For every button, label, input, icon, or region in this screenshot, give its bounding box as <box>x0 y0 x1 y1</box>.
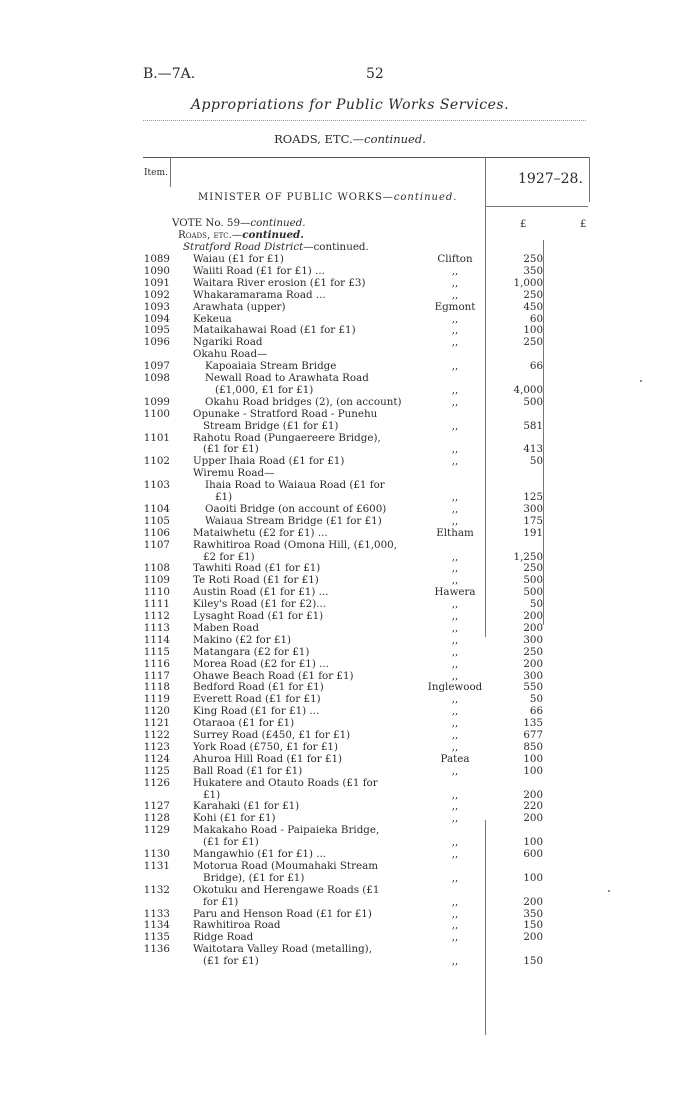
district-name: ,, <box>451 633 459 646</box>
item-number: 1130 <box>143 848 170 860</box>
amount: 175 <box>523 514 543 527</box>
item-number: 1123 <box>143 740 170 753</box>
amount: 300 <box>523 633 543 646</box>
amount: 150 <box>523 919 543 932</box>
district-name: ,, <box>451 717 459 730</box>
amount: 200 <box>523 812 543 825</box>
item-number: 1125 <box>143 764 170 777</box>
item-description: Austin Road (£1 for £1) ... <box>193 586 329 599</box>
item-description: Maben Road <box>193 621 259 634</box>
district-heading <box>183 241 369 253</box>
item-number: 1112 <box>143 610 170 622</box>
district-name: ,, <box>451 919 459 932</box>
divider <box>143 120 586 121</box>
item-description-continued: (£1 for £1) <box>203 955 259 968</box>
item-number: 1120 <box>143 705 170 718</box>
item-number: 1111 <box>143 598 170 611</box>
item-description: Te Roti Road (£1 for £1) <box>193 574 319 587</box>
item-description: Opunake - Stratford Road - Punehu <box>193 407 378 420</box>
item-description: Everett Road (£1 for £1) <box>193 693 321 706</box>
district-name: ,, <box>451 645 459 658</box>
item-description-continued: Bridge), (£1 for £1) <box>203 871 305 884</box>
item-description: Matangara (£2 for £1) <box>193 645 310 658</box>
item-description: Waitotara Valley Road (metalling), <box>193 943 372 956</box>
section-heading-continued: continued. <box>364 132 426 146</box>
amount: 4,000 <box>513 383 543 396</box>
page-number: 52 <box>366 66 384 82</box>
item-number: 1104 <box>143 502 170 515</box>
district-name: ,, <box>451 574 459 587</box>
item-description-continued: (£1 for £1) <box>203 836 259 849</box>
amount: 100 <box>523 836 543 849</box>
amount: 850 <box>523 740 543 753</box>
item-number: 1089 <box>143 253 170 265</box>
item-number: 1122 <box>143 729 170 741</box>
roads-heading <box>178 229 304 241</box>
item-description: Tawhiti Road (£1 for £1) <box>193 562 321 575</box>
item-description: Wiremu Road— <box>193 467 275 480</box>
amount: 50 <box>529 693 543 706</box>
amount: 677 <box>523 729 543 741</box>
item-number: 1127 <box>143 800 170 813</box>
district-name: ,, <box>451 764 459 777</box>
amount: 250 <box>523 288 543 301</box>
item-description: Paru and Henson Road (£1 for £1) <box>193 907 372 920</box>
amount: 66 <box>529 360 543 373</box>
district-name: ,, <box>451 836 459 849</box>
item-description: Okotuku and Herengawe Roads (£1 <box>193 883 380 896</box>
amount: 50 <box>529 455 543 468</box>
item-number: 1115 <box>143 645 170 658</box>
amount: 500 <box>523 574 543 587</box>
item-number: 1134 <box>143 919 170 932</box>
minister-heading-continued: continued. <box>393 192 458 203</box>
amount: 50 <box>529 598 543 611</box>
item-number: 1126 <box>143 776 170 789</box>
item-number: 1132 <box>143 883 170 896</box>
amount: 200 <box>523 621 543 634</box>
item-number: 1129 <box>143 824 170 837</box>
item-number: 1092 <box>143 288 170 301</box>
item-number: 1091 <box>143 276 170 289</box>
item-description: Newall Road to Arawhata Road <box>205 372 369 384</box>
item-number: 1100 <box>143 407 170 420</box>
item-number: 1098 <box>143 372 170 384</box>
district-name: ,, <box>451 955 459 968</box>
district-name: ,, <box>451 621 459 634</box>
item-number: 1110 <box>143 586 170 599</box>
column-rule-right <box>589 157 590 202</box>
vote-heading <box>172 217 306 229</box>
district-name: ,, <box>451 610 459 622</box>
district-name: ,, <box>451 788 459 801</box>
amount: 250 <box>523 253 543 265</box>
item-description: Motorua Road (Moumahaki Stream <box>193 859 378 872</box>
amount: 135 <box>523 717 543 730</box>
item-number: 1109 <box>143 574 170 587</box>
item-description-continued: for £1) <box>203 895 239 908</box>
item-description: Kiley's Road (£1 for £2)... <box>193 598 327 611</box>
district-name: ,, <box>451 657 459 670</box>
amount: 450 <box>523 300 543 313</box>
amount: 191 <box>523 526 543 539</box>
column-rule-item <box>170 157 171 187</box>
item-description: Arawhata (upper) <box>193 300 286 313</box>
district-name: ,, <box>451 931 459 944</box>
district-name: ,, <box>451 324 459 337</box>
item-description: Okahu Road bridges (2), (on account) <box>205 395 402 408</box>
district-name: ,, <box>451 360 459 373</box>
item-number: 1119 <box>143 693 170 706</box>
amount: 100 <box>523 871 543 884</box>
amount: 150 <box>523 955 543 968</box>
district-name: ,, <box>451 491 459 503</box>
district-name: ,, <box>451 288 459 301</box>
vote-heading-main: VOTE No. 59— <box>172 217 251 229</box>
item-description-continued: £1) <box>215 491 233 503</box>
minister-heading <box>198 192 457 203</box>
district-name: Egmont <box>434 300 476 313</box>
item-description: Mataiwhetu (£2 for £1) ... <box>193 526 328 539</box>
amount: 100 <box>523 324 543 337</box>
item-number: 1116 <box>143 657 170 670</box>
district-name: ,, <box>451 729 459 741</box>
item-description: King Road (£1 for £1) ... <box>193 705 320 718</box>
district-name: ,, <box>451 693 459 706</box>
item-description: Rawhitiroa Road <box>193 919 281 932</box>
district-name: ,, <box>451 895 459 908</box>
amount: 581 <box>523 419 543 432</box>
amount: 66 <box>529 705 543 718</box>
district-name: ,, <box>451 264 459 277</box>
year-rule <box>486 206 588 207</box>
item-number: 1117 <box>143 669 170 682</box>
amount: 200 <box>523 788 543 801</box>
item-description-continued: Stream Bridge (£1 for £1) <box>203 419 339 432</box>
item-description: Whakaramarama Road ... <box>193 288 326 301</box>
amount: 125 <box>523 491 543 503</box>
section-heading <box>0 132 700 146</box>
item-description: Hukatere and Otauto Roads (£1 for <box>193 776 378 789</box>
item-description: Lysaght Road (£1 for £1) <box>193 610 324 622</box>
amount: 200 <box>523 931 543 944</box>
amount: 250 <box>523 562 543 575</box>
item-description: Kapoaiaia Stream Bridge <box>205 360 337 373</box>
amount: 500 <box>523 395 543 408</box>
amount: 1,250 <box>513 550 543 563</box>
district-name: Patea <box>440 752 470 765</box>
item-number: 1093 <box>143 300 170 313</box>
item-number: 1108 <box>143 562 170 575</box>
amount: 300 <box>523 669 543 682</box>
amount: 60 <box>529 312 543 325</box>
column-header-item: Item. <box>144 168 168 178</box>
scan-speck <box>608 890 610 892</box>
amount: 1,000 <box>513 276 543 289</box>
item-description: Waiiti Road (£1 for £1) ... <box>193 264 325 277</box>
minister-heading-main: MINISTER OF PUBLIC WORKS— <box>198 192 394 203</box>
item-description: Oaoiti Bridge (on account of £600) <box>205 502 387 515</box>
item-number: 1133 <box>143 907 170 920</box>
district-name: ,, <box>451 455 459 468</box>
district-name: ,, <box>451 336 459 349</box>
amount: 413 <box>523 443 543 456</box>
district-name: ,, <box>451 395 459 408</box>
item-description: Ohawe Beach Road (£1 for £1) <box>193 669 354 682</box>
item-number: 1135 <box>143 931 170 944</box>
item-description: Waiau (£1 for £1) <box>193 253 284 265</box>
amount: 100 <box>523 752 543 765</box>
amount: 200 <box>523 895 543 908</box>
district-name: ,, <box>451 550 459 563</box>
item-description: Ball Road (£1 for £1) <box>193 764 303 777</box>
item-number: 1095 <box>143 324 170 337</box>
item-description: Ahuroa Hill Road (£1 for £1) <box>193 752 343 765</box>
amount: 250 <box>523 336 543 349</box>
item-description: Karahaki (£1 for £1) <box>193 800 300 813</box>
item-description-continued: (£1 for £1) <box>203 443 259 456</box>
item-description: Bedford Road (£1 for £1) <box>193 681 324 694</box>
district-name: Eltham <box>436 526 474 539</box>
district-name: ,, <box>451 443 459 456</box>
amount: 300 <box>523 502 543 515</box>
item-description: Morea Road (£2 for £1) ... <box>193 657 329 670</box>
amount: 550 <box>523 681 543 694</box>
item-number: 1136 <box>143 943 170 956</box>
document-reference: B.—7A. <box>143 66 196 82</box>
item-number: 1121 <box>143 717 170 730</box>
district-name: ,, <box>451 740 459 753</box>
item-number: 1118 <box>143 681 170 694</box>
item-number: 1099 <box>143 395 170 408</box>
roads-heading-continued: continued. <box>242 229 304 241</box>
district-name: ,, <box>451 598 459 611</box>
item-number: 1128 <box>143 812 170 825</box>
amount: 200 <box>523 610 543 622</box>
district-name: ,, <box>451 562 459 575</box>
roads-heading-main: Roads, etc.— <box>178 229 243 241</box>
district-name: Clifton <box>437 253 473 265</box>
district-name: ,, <box>451 705 459 718</box>
column-rule-amount <box>543 240 544 625</box>
item-description: Ngariki Road <box>193 336 263 349</box>
district-heading-continued: —continued. <box>303 241 369 253</box>
district-name: ,, <box>451 514 459 527</box>
item-description: York Road (£750, £1 for £1) <box>193 740 338 753</box>
district-name: ,, <box>451 312 459 325</box>
amount: 350 <box>523 907 543 920</box>
item-number: 1096 <box>143 336 170 349</box>
column-header-year: 1927–28. <box>518 171 583 187</box>
item-number: 1101 <box>143 431 170 444</box>
district-name: Inglewood <box>427 681 483 694</box>
item-number: 1113 <box>143 621 170 634</box>
item-description: Rawhitiroa Road (Omona Hill, (£1,000, <box>193 538 397 551</box>
item-number: 1106 <box>143 526 170 539</box>
item-description: Makakaho Road - Paipaieka Bridge, <box>193 824 380 837</box>
item-description-continued: £2 for £1) <box>203 550 255 563</box>
item-number: 1107 <box>143 538 170 551</box>
item-description: Surrey Road (£450, £1 for £1) <box>193 729 351 741</box>
amount: 500 <box>523 586 543 599</box>
pound-symbol-1: £ <box>520 219 527 230</box>
vote-heading-continued: continued. <box>250 217 306 229</box>
item-description: Okahu Road— <box>193 348 268 361</box>
section-heading-main: ROADS, ETC.— <box>274 132 365 146</box>
item-description: Ridge Road <box>193 931 254 944</box>
amount: 200 <box>523 657 543 670</box>
district-name: ,, <box>451 871 459 884</box>
item-number: 1114 <box>143 633 170 646</box>
item-description: Waitara River erosion (£1 for £3) <box>193 276 366 289</box>
item-description: Upper Ihaia Road (£1 for £1) <box>193 455 345 468</box>
item-description-continued: £1) <box>203 788 221 801</box>
district-name: ,, <box>451 276 459 289</box>
amount: 250 <box>523 645 543 658</box>
item-description-continued: (£1,000, £1 for £1) <box>215 383 314 396</box>
item-description: Kohi (£1 for £1) <box>193 812 276 825</box>
district-name: ,, <box>451 502 459 515</box>
amount: 220 <box>523 800 543 813</box>
district-name: ,, <box>451 800 459 813</box>
district-name: Hawera <box>434 586 476 599</box>
item-description: Otaraoa (£1 for £1) <box>193 717 295 730</box>
table-top-rule <box>143 157 589 158</box>
item-number: 1102 <box>143 455 170 468</box>
item-number: 1131 <box>143 859 170 872</box>
page-title: Appropriations for Public Works Services. <box>190 97 510 113</box>
item-number: 1094 <box>143 312 170 325</box>
item-number: 1124 <box>143 752 170 765</box>
district-name: ,, <box>451 383 459 396</box>
item-number: 1097 <box>143 360 170 373</box>
district-name: ,, <box>451 812 459 825</box>
scan-speck <box>640 380 642 382</box>
district-name: ,, <box>451 848 459 860</box>
item-number: 1103 <box>143 479 170 492</box>
item-description: Waiaua Stream Bridge (£1 for £1) <box>205 514 382 527</box>
amount: 100 <box>523 764 543 777</box>
item-description: Kekeua <box>193 312 232 325</box>
item-description: Mangawhio (£1 for £1) ... <box>193 848 327 860</box>
item-number: 1090 <box>143 264 170 277</box>
district-name: ,, <box>451 419 459 432</box>
item-number: 1105 <box>143 514 170 527</box>
item-description: Rahotu Road (Pungaereere Bridge), <box>193 431 381 444</box>
item-description: Mataikahawai Road (£1 for £1) <box>193 324 356 337</box>
item-description: Makino (£2 for £1) <box>193 633 292 646</box>
district-heading-main: Stratford Road District <box>183 241 304 253</box>
district-name: ,, <box>451 669 459 682</box>
item-description: Ihaia Road to Waiaua Road (£1 for <box>205 479 385 492</box>
amount: 600 <box>523 848 543 860</box>
amount: 350 <box>523 264 543 277</box>
pound-symbol-2: £ <box>580 219 587 230</box>
district-name: ,, <box>451 907 459 920</box>
